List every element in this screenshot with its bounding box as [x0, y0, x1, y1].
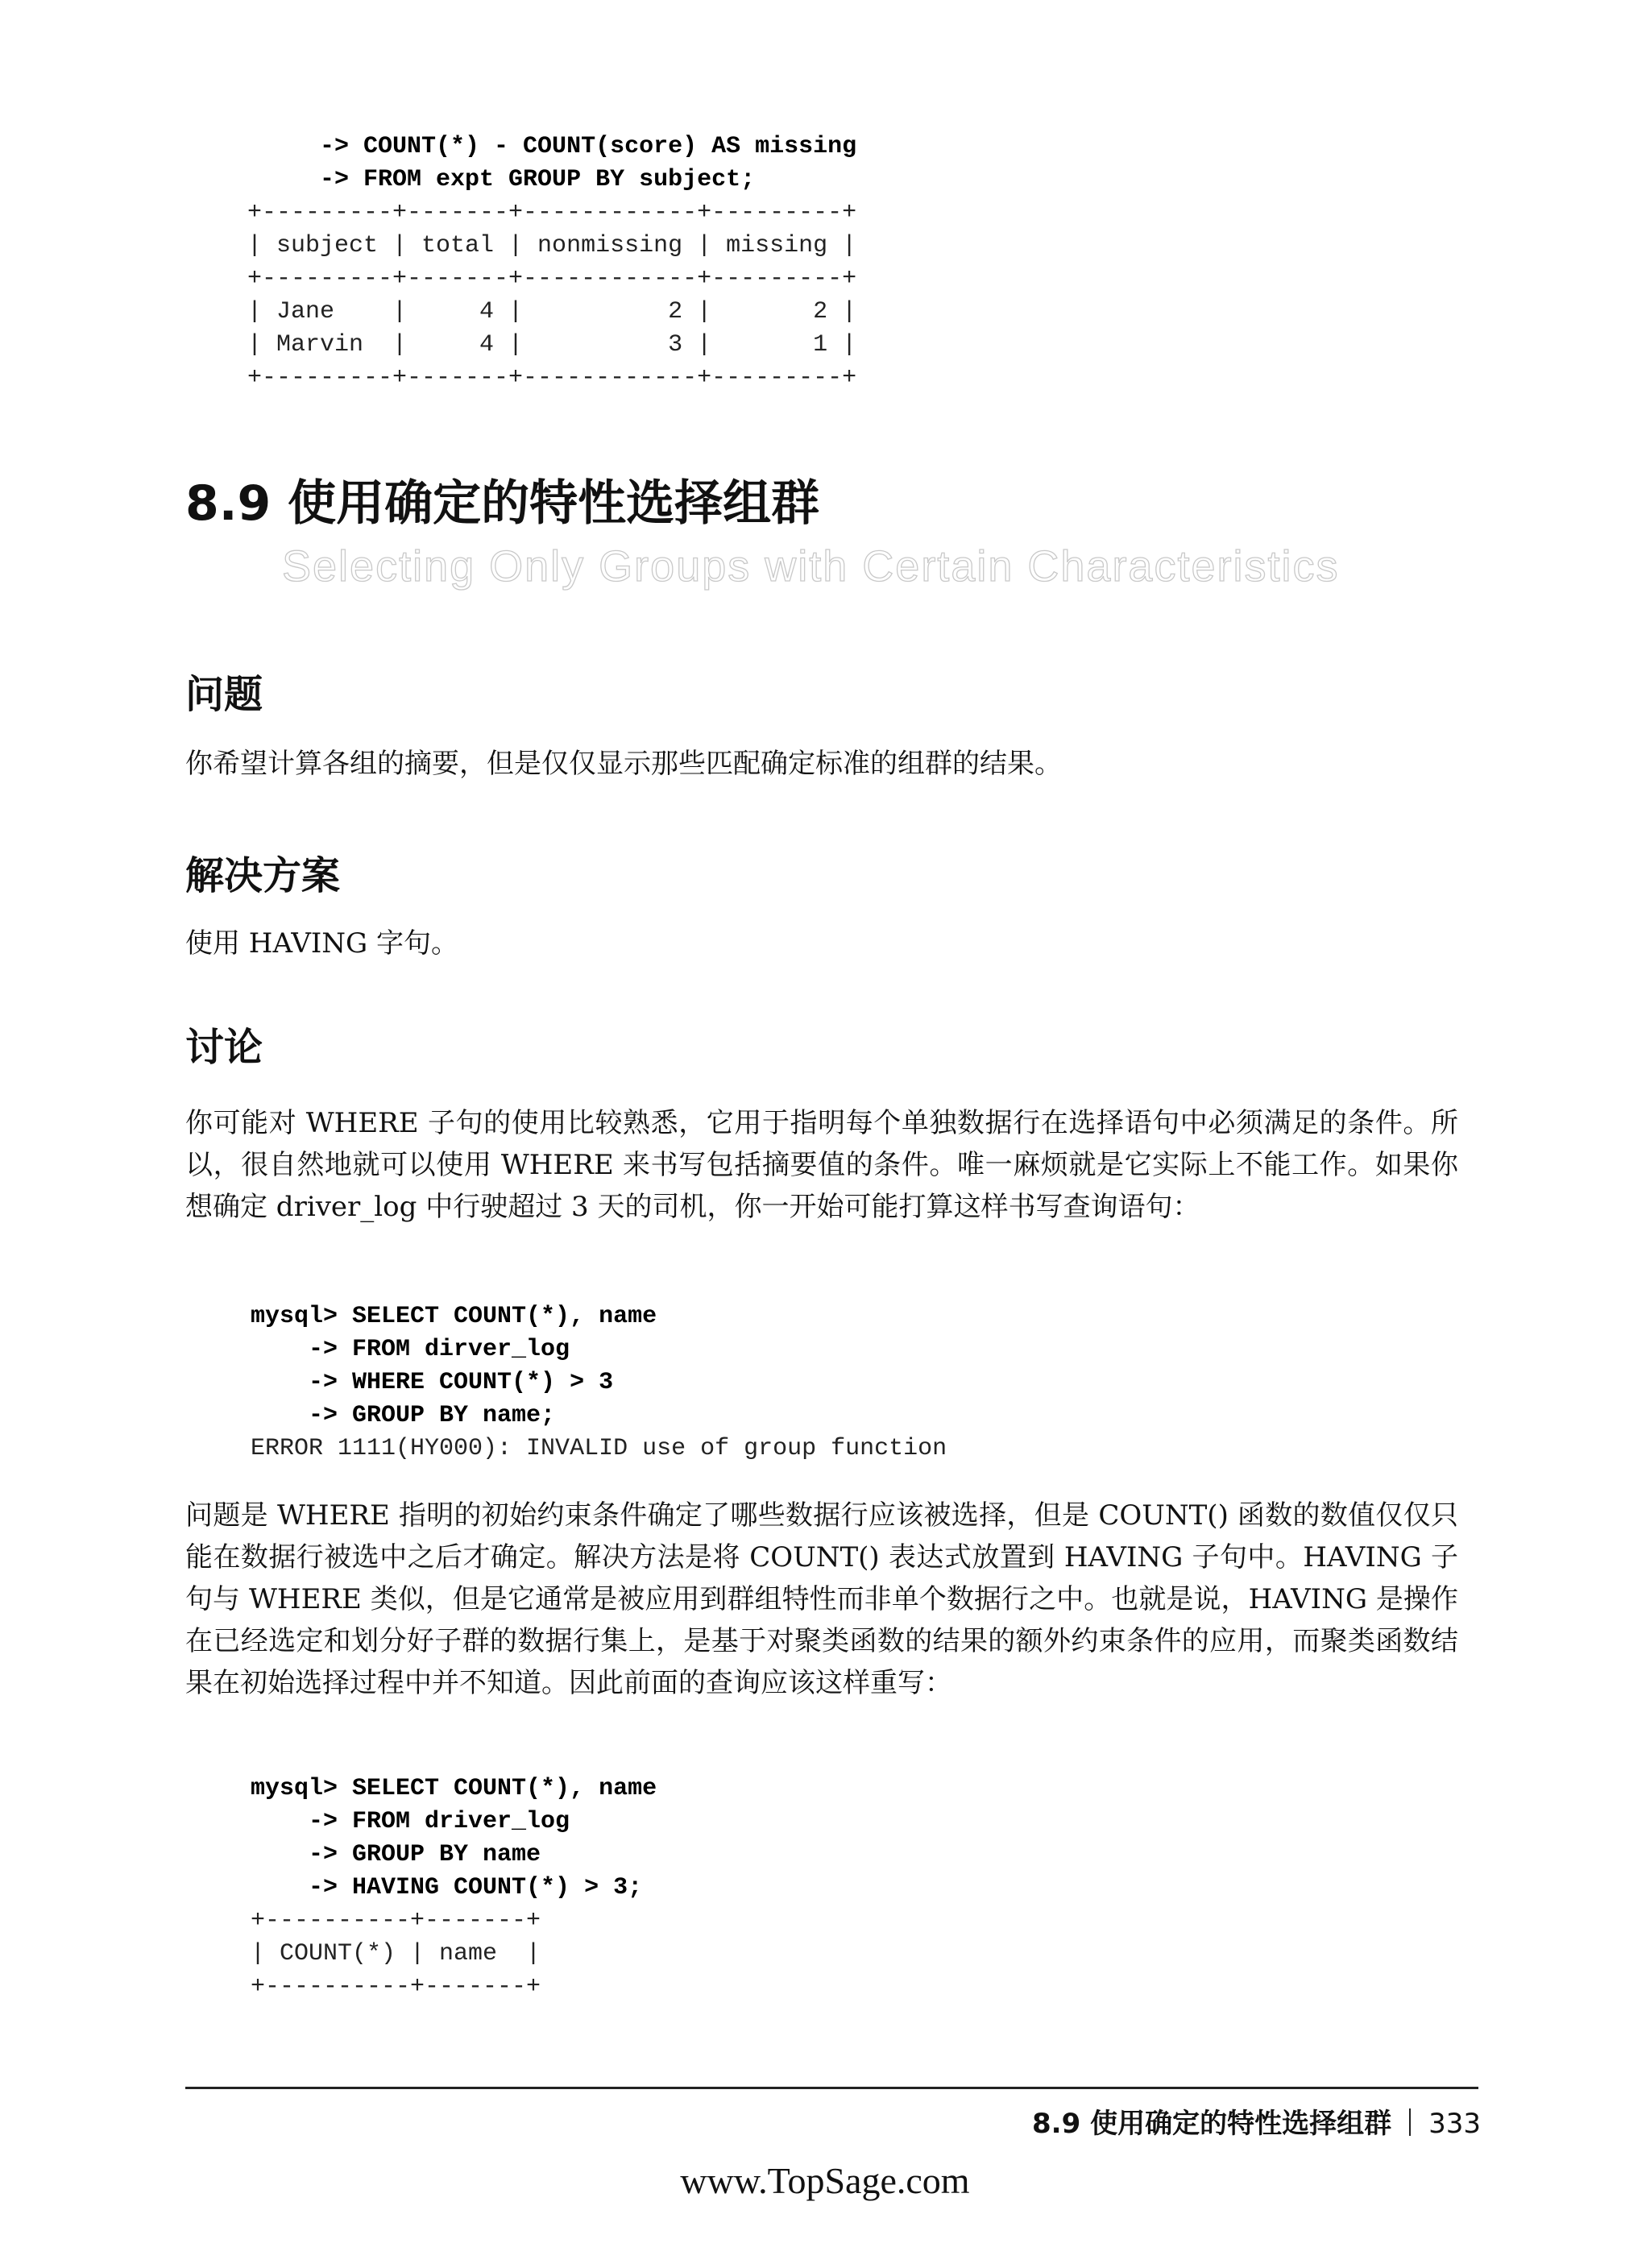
table-header-row: | COUNT(*) | name | [251, 1940, 541, 1967]
error-query-code [251, 1300, 947, 1466]
table-row: | Marvin | 4 | 3 | 1 | [247, 331, 857, 359]
code-line: -> FROM driver_log [251, 1808, 570, 1835]
discussion-heading: 讨论 [185, 1025, 263, 1070]
table-header-row: | subject | total | nonmissing | missing | [247, 232, 857, 259]
code-line: mysql> SELECT COUNT(*), name [251, 1775, 657, 1802]
solution-text: 使用 HAVING 字句。 [185, 927, 459, 960]
website-watermark: www.TopSage.com [680, 2160, 970, 2201]
code-line: -> FROM expt GROUP BY subject; [247, 166, 756, 193]
table-border: +---------+-------+------------+---------+ [247, 364, 857, 392]
code-line: -> GROUP BY name [251, 1841, 541, 1868]
code-line: -> COUNT(*) - COUNT(score) AS missing [247, 133, 857, 160]
code-line: -> WHERE COUNT(*) > 3 [251, 1369, 614, 1396]
solution-heading: 解决方案 [185, 853, 341, 898]
code-line: mysql> SELECT COUNT(*), name [251, 1303, 657, 1330]
table-row: | Jane | 4 | 2 | 2 | [247, 298, 857, 325]
section-title: 8.9 使用确定的特性选择组群 [185, 475, 820, 532]
top-code-block [247, 131, 856, 395]
code-line: -> FROM dirver_log [251, 1336, 570, 1363]
table-border: +----------+-------+ [251, 1973, 541, 2001]
page-number: 333 [1428, 2108, 1481, 2140]
error-message: ERROR 1111(HY000): INVALID use of group function [251, 1435, 947, 1462]
table-border: +---------+-------+------------+---------+ [247, 199, 857, 226]
code-line: -> GROUP BY name; [251, 1402, 556, 1429]
table-border: +----------+-------+ [251, 1907, 541, 1934]
footer-section-label: 8.9 使用确定的特性选择组群 [1032, 2108, 1392, 2140]
footer-rule [185, 2087, 1478, 2089]
discussion-paragraph-1: 你可能对 WHERE 子句的使用比较熟悉，它用于指明每个单独数据行在选择语句中必须满足的条件。所以，很自然地就可以使用 WHERE 来书写包括摘要值的条件。唯一麻烦就是它实际上不能工作。如果你想确定 driver_log 中行驶超过 3 天的司机，你一开始可能打算这样书写查询语句： [185, 1107, 1458, 1223]
problem-heading: 问题 [185, 672, 263, 717]
problem-text: 你希望计算各组的摘要，但是仅仅显示那些匹配确定标准的组群的结果。 [185, 748, 1062, 780]
running-footer [1032, 2101, 1481, 2141]
table-border: +---------+-------+------------+---------+ [247, 265, 857, 292]
code-line: -> HAVING COUNT(*) > 3; [251, 1874, 643, 1901]
discussion-paragraph-2: 问题是 WHERE 指明的初始约束条件确定了哪些数据行应该被选择，但是 COUNT() 函数的数值仅仅只能在数据行被选中之后才确定。解决方法是将 COUNT() 表达式放置到 HAVING 子句中。HAVING 子句与 WHERE 类似，但是它通常是被应用到群组特性而非单个数据行之中。也就是说，HAVING 是操作在已经选定和划分好子群的数据行集上，是基于对聚类函数的结果的额外约束条件的应用，而聚类函数结果在初始选择过程中并不知道。因此前面的查询应该这样重写： [185, 1499, 1458, 1699]
having-query-code [251, 1773, 657, 2004]
footer-separator [1409, 2108, 1411, 2136]
section-subtitle: Selecting Only Groups with Certain Characteristics [282, 542, 1340, 591]
